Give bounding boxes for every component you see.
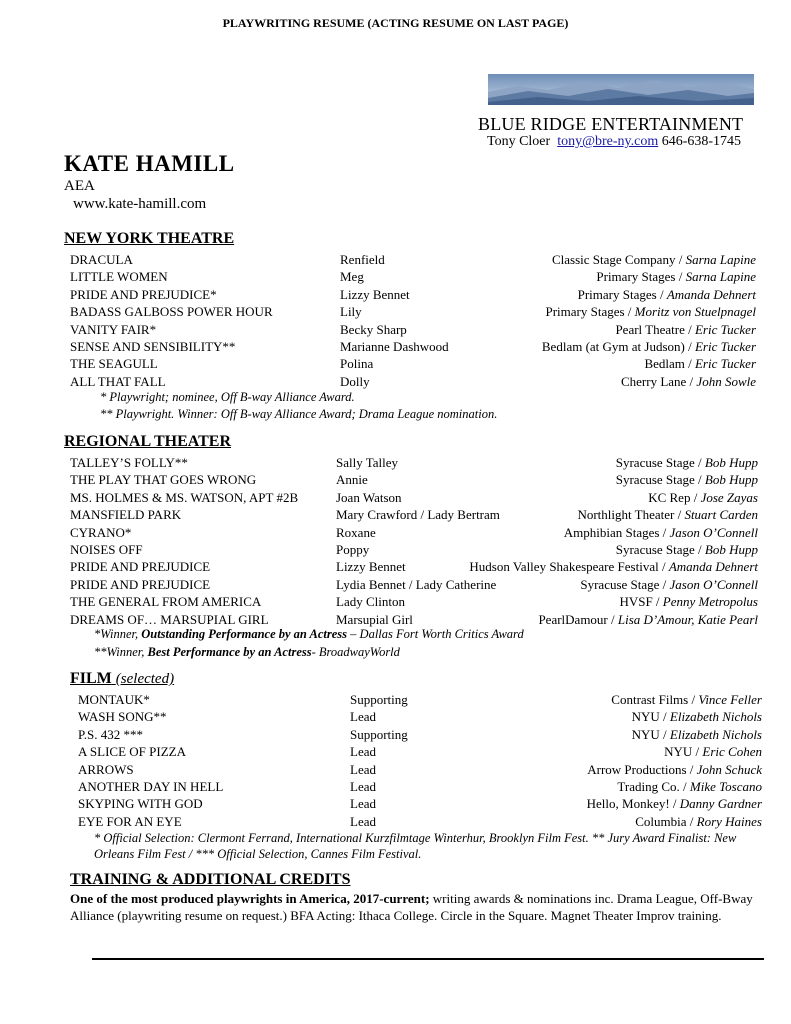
- section-title-training: TRAINING & ADDITIONAL CREDITS: [70, 871, 351, 888]
- credit-company: Syracuse Stage /: [580, 576, 667, 592]
- credit-title: PRIDE AND PREJUDICE: [70, 559, 211, 575]
- credit-company: PearlDamour /: [538, 611, 615, 627]
- credit-company-director: [617, 779, 762, 794]
- credit-company-director: [580, 577, 758, 592]
- credit-title: THE SEAGULL: [70, 356, 158, 372]
- film-note-1: * Official Selection: Clermont Ferrand, International Kurzfilmtage Winterhur, Brooklyn Film Fest. ** Jury Award Finalist: New: [94, 831, 737, 845]
- credit-title: SKYPING WITH GOD: [78, 796, 203, 812]
- credit-director: Penny Metropolus: [662, 594, 758, 610]
- credit-title: P.S. 432 ***: [78, 726, 144, 742]
- credit-company-director: [587, 762, 762, 777]
- credit-company-director: [587, 796, 762, 811]
- ny-note-2: ** Playwright. Winner: Off B-way Alliance Award; Drama League nomination.: [100, 407, 498, 421]
- credit-title: A SLICE OF PIZZA: [78, 744, 186, 760]
- credit-title: MANSFIELD PARK: [70, 507, 182, 523]
- credit-company-director: [635, 814, 762, 829]
- credit-company: Arrow Productions /: [587, 761, 694, 777]
- credit-title: ANOTHER DAY IN HELL: [78, 779, 224, 794]
- credit-role: Marsupial Girl: [336, 611, 413, 627]
- credit-company: Primary Stages /: [545, 304, 632, 320]
- credit-role: Roxane: [336, 524, 376, 540]
- credit-role: Supporting: [350, 726, 408, 742]
- credit-company: Amphibian Stages /: [563, 524, 667, 540]
- credit-director: Elizabeth Nichols: [669, 726, 762, 742]
- credit-title: DREAMS OF… MARSUPIAL GIRL: [70, 611, 269, 627]
- credit-company-director: [619, 594, 758, 609]
- credit-company: Columbia /: [635, 813, 694, 829]
- credit-role: Lizzy Bennet: [340, 286, 410, 302]
- credit-director: Jason O’Connell: [669, 524, 758, 540]
- credit-company-director: [632, 727, 762, 742]
- credit-role: Sally Talley: [336, 455, 399, 470]
- credit-director: John Schuck: [696, 761, 762, 777]
- credit-company: Syracuse Stage /: [615, 542, 702, 557]
- credit-director: Jose Zayas: [700, 489, 758, 505]
- credit-company-director: [615, 322, 756, 337]
- footer-divider: [92, 958, 764, 960]
- credit-company-director: [648, 490, 758, 505]
- credit-company: Hudson Valley Shakespeare Festival /: [469, 559, 666, 575]
- credit-company-director: [616, 455, 758, 470]
- regional-note-2: **Winner, Best Performance by an Actress- BroadwayWorld: [94, 645, 400, 659]
- union-affiliation: AEA: [64, 178, 95, 194]
- credit-company-director: [616, 542, 758, 557]
- credit-title: THE PLAY THAT GOES WRONG: [70, 472, 257, 488]
- credit-title: BADASS GALBOSS POWER HOUR: [70, 304, 273, 320]
- credit-director: Amanda Dehnert: [666, 286, 756, 302]
- credit-company: Syracuse Stage /: [615, 455, 702, 470]
- credit-director: Mike Toscano: [689, 779, 762, 794]
- credit-director: Moritz von Stuelpnagel: [634, 304, 756, 320]
- credit-title: PRIDE AND PREJUDICE*: [70, 286, 217, 302]
- credit-director: Bob Hupp: [704, 542, 758, 557]
- credit-company-director: [632, 709, 762, 724]
- credit-title: SENSE AND SENSIBILITY**: [70, 339, 236, 354]
- credit-role: Becky Sharp: [340, 321, 407, 337]
- credit-director: Vince Feller: [698, 692, 762, 707]
- credit-title: MONTAUK*: [78, 692, 150, 707]
- page-heading: PLAYWRITING RESUME (ACTING RESUME ON LAST PAGE): [222, 16, 569, 30]
- credit-company: Bedlam /: [644, 356, 692, 372]
- agency-name: BLUE RIDGE ENTERTAINMENT: [478, 114, 744, 134]
- credit-company-director: [616, 472, 758, 487]
- agency-email-link[interactable]: tony@bre-ny.com: [557, 134, 659, 149]
- credit-title: DRACULA: [70, 252, 133, 267]
- section-title-film: FILM (selected): [70, 670, 175, 687]
- credit-company-director: [538, 612, 758, 627]
- credit-company-director: [542, 339, 756, 354]
- section-title-new-york-theatre: NEW YORK THEATRE: [64, 230, 235, 247]
- film-note-2: Orleans Film Fest / *** Official Selection, Cannes Film Festival.: [94, 847, 422, 861]
- credit-director: Lisa D’Amour, Katie Pearl: [617, 611, 758, 627]
- credit-director: Bob Hupp: [704, 455, 758, 470]
- agency-contact-name: Tony Cloer: [487, 134, 551, 149]
- credit-role: Lead: [350, 761, 376, 777]
- credit-title: ALL THAT FALL: [70, 373, 166, 389]
- credit-role: Lizzy Bennet: [336, 559, 406, 575]
- credit-company: NYU /: [631, 726, 667, 742]
- credit-director: Rory Haines: [696, 813, 762, 829]
- credit-director: Danny Gardner: [679, 796, 762, 812]
- credit-director: Eric Tucker: [694, 356, 756, 372]
- credit-director: Amanda Dehnert: [668, 559, 758, 575]
- credit-title: EYE FOR AN EYE: [78, 813, 182, 829]
- credit-role: Renfield: [340, 252, 385, 267]
- credit-company: HVSF /: [619, 594, 660, 610]
- credit-role: Supporting: [350, 692, 408, 707]
- credit-title: MS. HOLMES & MS. WATSON, APT #2B: [70, 489, 299, 505]
- credit-title: LITTLE WOMEN: [70, 269, 168, 285]
- credit-role: Joan Watson: [336, 489, 402, 505]
- credit-role: Polina: [340, 356, 374, 372]
- credit-role: Lead: [350, 744, 376, 760]
- credit-role: Mary Crawford / Lady Bertram: [336, 507, 500, 523]
- credit-role: Lady Clinton: [336, 594, 405, 610]
- credit-role: Dolly: [340, 373, 370, 389]
- credit-role: Lead: [350, 796, 376, 812]
- credit-director: Bob Hupp: [704, 472, 758, 488]
- section-title-regional-theater: REGIONAL THEATER: [64, 433, 232, 450]
- performer-website: www.kate-hamill.com: [73, 196, 207, 212]
- mountain-landscape-icon: [488, 74, 754, 105]
- credit-title: ARROWS: [78, 761, 134, 777]
- credit-director: Elizabeth Nichols: [669, 709, 762, 725]
- credit-title: VANITY FAIR*: [70, 321, 157, 337]
- credit-title: THE GENERAL FROM AMERICA: [70, 594, 262, 610]
- credit-company: Classic Stage Company /: [551, 252, 683, 267]
- agency-phone: 646-638-1745: [661, 134, 742, 149]
- credit-company-director: [664, 744, 762, 759]
- credit-role: Poppy: [336, 542, 370, 557]
- credit-company: Syracuse Stage /: [615, 472, 702, 488]
- credit-director: Eric Tucker: [694, 339, 756, 354]
- credit-director: Eric Cohen: [702, 744, 762, 760]
- credit-company: Cherry Lane /: [620, 373, 694, 389]
- credit-company-director: [611, 692, 762, 707]
- mountain-banner-image: [488, 74, 754, 105]
- performer-name: KATE HAMILL: [64, 151, 235, 176]
- credit-company-director: [578, 287, 756, 302]
- credit-title: NOISES OFF: [70, 542, 143, 557]
- credit-role: Lead: [350, 813, 376, 829]
- credit-role: Lead: [350, 709, 376, 725]
- credit-director: Eric Tucker: [694, 321, 756, 337]
- credit-role: Lead: [350, 779, 376, 794]
- credit-title: CYRANO*: [70, 524, 132, 540]
- credit-company: NYU /: [664, 744, 700, 760]
- credit-company: NYU /: [631, 709, 667, 725]
- credit-director: Stuart Carden: [684, 507, 758, 523]
- credit-company-director: [469, 559, 758, 574]
- credit-director: John Sowle: [696, 373, 756, 389]
- credit-company-director: [552, 252, 756, 267]
- credit-company: Primary Stages /: [577, 286, 664, 302]
- credit-company-director: [644, 356, 756, 371]
- credit-company: Bedlam (at Gym at Judson) /: [541, 339, 692, 354]
- credit-company-director: [577, 507, 758, 522]
- ny-note-1: * Playwright; nominee, Off B-way Alliance Award.: [100, 390, 355, 404]
- credit-director: Jason O’Connell: [669, 576, 758, 592]
- credit-company: Northlight Theater /: [577, 507, 682, 523]
- agency-contact: [487, 134, 741, 150]
- credit-company: Hello, Monkey! /: [586, 796, 677, 812]
- training-paragraph: One of the most produced playwrights in America, 2017-current; writing awards & nominations inc. Drama League, Off-Bway Alliance (playwriting resume on request.) BFA Acting: Ithaca College. Circle in the Square. Magnet Theater Improv training.: [70, 891, 753, 923]
- credit-role: Meg: [340, 269, 364, 285]
- credit-title: WASH SONG**: [78, 709, 167, 725]
- credit-role: Lydia Bennet / Lady Catherine: [336, 576, 497, 592]
- regional-note-1: *Winner, Outstanding Performance by an Actress – Dallas Fort Worth Critics Award: [94, 627, 524, 641]
- credit-company: Primary Stages /: [596, 269, 683, 285]
- credit-role: Annie: [336, 472, 368, 488]
- credit-director: Sarna Lapine: [685, 252, 756, 267]
- credit-role: Marianne Dashwood: [340, 339, 449, 354]
- credit-company-director: [545, 304, 756, 319]
- credit-title: TALLEY’S FOLLY**: [70, 455, 188, 470]
- credit-company: Pearl Theatre /: [615, 321, 692, 337]
- credit-company: Contrast Films /: [611, 692, 696, 707]
- credit-director: Sarna Lapine: [685, 269, 756, 285]
- credit-company-director: [564, 525, 758, 540]
- credit-company-director: [621, 374, 756, 389]
- credit-company: Trading Co. /: [617, 779, 687, 794]
- credit-role: Lily: [340, 304, 362, 320]
- credit-title: PRIDE AND PREJUDICE: [70, 576, 211, 592]
- credit-company-director: [596, 269, 756, 284]
- credit-company: KC Rep /: [648, 489, 698, 505]
